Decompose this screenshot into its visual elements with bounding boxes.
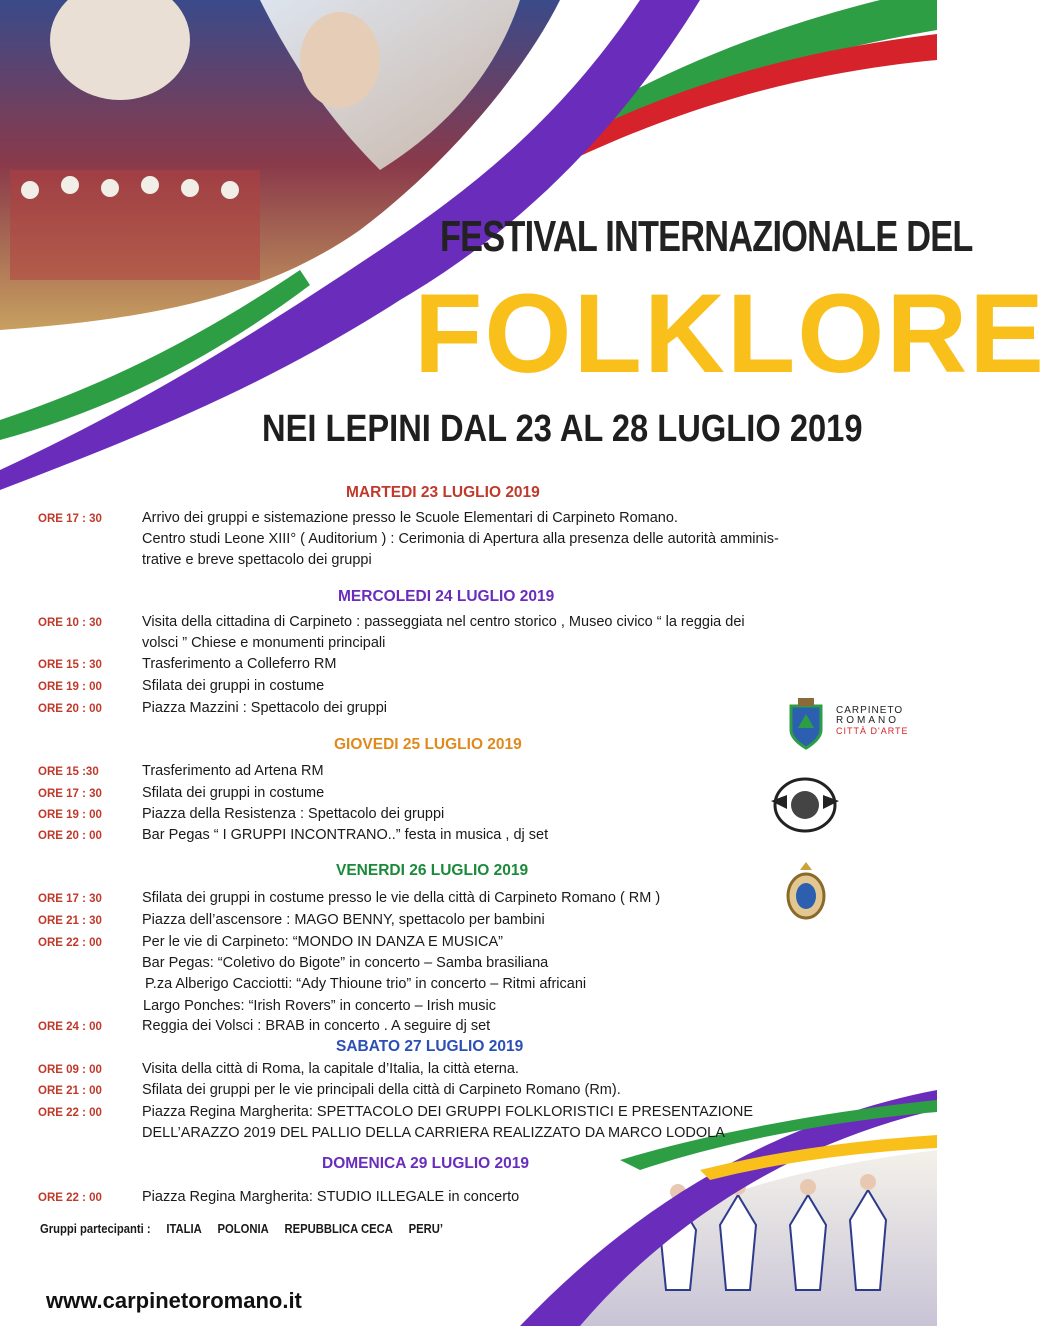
event-time: ORE 15 :30 xyxy=(38,766,99,778)
crest-icon xyxy=(778,860,834,924)
event-description: Trasferimento a Colleferro RM xyxy=(142,656,337,672)
event-description: Piazza Regina Margherita: SPETTACOLO DEI GRUPPI FOLKLORISTICI E PRESENTAZIONE xyxy=(142,1104,754,1120)
day-heading: SABATO 27 LUGLIO 2019 xyxy=(336,1038,524,1055)
event-description: P.za Alberigo Cacciotti: “Ady Thioune trio” in concerto – Ritmi africani xyxy=(145,976,587,993)
festival-title-folklore: FOLKLORE xyxy=(414,271,1046,396)
logo-line3: CITTÀ D'ARTE xyxy=(836,726,909,736)
event-time: ORE 17 : 30 xyxy=(38,893,102,905)
event-description: DELL’ARAZZO 2019 DEL PALLIO DELLA CARRIERA REALIZZATO DA MARCO LODOLA xyxy=(142,1125,725,1142)
event-description: Piazza dell’ascensore : MAGO BENNY, spettacolo per bambini xyxy=(142,912,545,928)
event-time: ORE 17 : 30 xyxy=(38,788,102,800)
event-description: volsci ” Chiese e monumenti principali xyxy=(142,635,386,652)
event-description: Reggia dei Volsci : BRAB in concerto . A seguire dj set xyxy=(142,1018,491,1034)
event-description: Trasferimento ad Artena RM xyxy=(142,763,324,779)
coat-of-arms-icon xyxy=(776,694,836,754)
seal-icon xyxy=(766,776,844,834)
country-polonia: POLONIA xyxy=(217,1222,269,1236)
event-description: Piazza della Resistenza : Spettacolo dei gruppi xyxy=(142,806,445,822)
event-description: Largo Ponches: “Irish Rovers” in concerto – Irish music xyxy=(143,997,496,1014)
event-description: trative e breve spettacolo dei gruppi xyxy=(142,552,372,569)
event-time: ORE 21 : 00 xyxy=(38,1085,102,1097)
event-description: Bar Pegas “ I GRUPPI INCONTRANO..” festa in musica , dj set xyxy=(142,827,549,843)
festival-dates: NEI LEPINI DAL 23 AL 28 LUGLIO 2019 xyxy=(262,408,863,450)
event-description: Bar Pegas: “Coletivo do Bigote” in concerto – Samba brasiliana xyxy=(142,955,549,972)
event-description: Piazza Mazzini : Spettacolo dei gruppi xyxy=(142,700,388,716)
event-time: ORE 22 : 00 xyxy=(38,937,102,949)
event-time: ORE 22 : 00 xyxy=(38,1107,102,1119)
event-description: Sfilata dei gruppi per le vie principali della città di Carpineto Romano (Rm). xyxy=(142,1082,621,1098)
event-time: ORE 17 : 30 xyxy=(38,513,102,525)
event-time: ORE 20 : 00 xyxy=(38,703,102,715)
event-description: Arrivo dei gruppi e sistemazione presso le Scuole Elementari di Carpineto Romano. xyxy=(142,510,678,526)
event-description: Piazza Regina Margherita: STUDIO ILLEGALE in concerto xyxy=(142,1189,520,1205)
event-description: Sfilata dei gruppi in costume xyxy=(142,785,325,801)
day-heading: MERCOLEDI 24 LUGLIO 2019 xyxy=(338,588,555,605)
day-heading: VENERDI 26 LUGLIO 2019 xyxy=(336,862,529,879)
day-heading: MARTEDI 23 LUGLIO 2019 xyxy=(346,484,540,501)
participants-label: Gruppi partecipanti : xyxy=(40,1222,151,1236)
day-heading: GIOVEDI 25 LUGLIO 2019 xyxy=(334,736,522,753)
country-repubblica-ceca: REPUBBLICA CECA xyxy=(284,1222,393,1236)
event-time: ORE 20 : 00 xyxy=(38,830,102,842)
website-link[interactable]: www.carpinetoromano.it xyxy=(46,1288,302,1313)
event-description: Per le vie di Carpineto: “MONDO IN DANZA E MUSICA” xyxy=(142,934,503,950)
event-description: Visita della città di Roma, la capitale d’Italia, la città eterna. xyxy=(142,1061,519,1077)
event-description: Sfilata dei gruppi in costume presso le vie della città di Carpineto Romano ( RM ) xyxy=(142,890,661,906)
event-description: Centro studi Leone XIII° ( Auditorium ) : Cerimonia di Apertura alla presenza delle autorità amminis- xyxy=(142,531,779,548)
event-time: ORE 19 : 00 xyxy=(38,809,102,821)
carpineto-romano-logo xyxy=(776,694,916,754)
event-time: ORE 15 : 30 xyxy=(38,659,102,671)
event-time: ORE 24 : 00 xyxy=(38,1021,102,1033)
event-time: ORE 21 : 30 xyxy=(38,915,102,927)
event-time: ORE 19 : 00 xyxy=(38,681,102,693)
event-description: Sfilata dei gruppi in costume xyxy=(142,678,325,694)
logo-line2: ROMANO xyxy=(836,715,899,726)
participants-line xyxy=(40,1222,456,1236)
day-heading: DOMENICA 29 LUGLIO 2019 xyxy=(322,1155,530,1172)
event-time: ORE 22 : 00 xyxy=(38,1192,102,1204)
event-time: ORE 09 : 00 xyxy=(38,1064,102,1076)
country-italia: ITALIA xyxy=(166,1222,202,1236)
logo-line1: CARPINETO xyxy=(836,705,904,716)
festival-title-line1: FESTIVAL INTERNAZIONALE DEL xyxy=(440,212,973,261)
event-description: Visita della cittadina di Carpineto : passeggiata nel centro storico , Museo civico “ la reggia dei xyxy=(142,614,745,630)
country-peru: PERU’ xyxy=(408,1222,443,1236)
event-time: ORE 10 : 30 xyxy=(38,617,102,629)
